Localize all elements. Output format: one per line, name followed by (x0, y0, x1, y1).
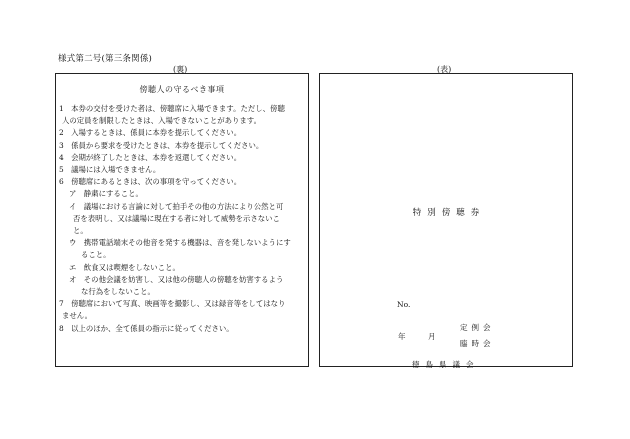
rule-subitem-i-continued: 否を表明し、又は議場に現在する者に対して威勢を示さないこ (73, 213, 280, 223)
rule-subitem-u-continued: ること。 (81, 250, 111, 260)
rule-item-1: 1 本券の交付を受けた者は、傍聴席に入場できます。ただし、傍聴 (59, 104, 285, 113)
rule-subitem-e: エ 飲食又は喫煙をしないこと。 (69, 262, 180, 272)
ticket-year-label: 年 (398, 332, 406, 341)
form-number-label: 様式第二号(第三条関係) (58, 54, 153, 64)
rule-subitem-i-continued: と。 (73, 226, 88, 236)
extraordinary-session-label: 臨時会 (460, 339, 495, 348)
ticket-title: 特別傍聴券 (412, 208, 486, 218)
ticket-number-label: No. (397, 300, 411, 309)
rules-title: 傍聴人の守るべき事項 (139, 85, 225, 94)
rules-panel (55, 73, 309, 367)
rule-subitem-o-continued: な行為をしないこと。 (81, 287, 155, 297)
rule-item-1-continued: 人の定員を制限したときは、入場できないことがあります。 (62, 116, 261, 126)
rule-item-3: 3 係員から要求を受けたときは、本券を提示してください。 (59, 140, 264, 150)
rule-item-7-continued: ません。 (62, 311, 93, 321)
rule-item-8: 8 以上のほか、全て係員の指示に従ってください。 (59, 323, 234, 333)
back-side-label: (裏) (173, 65, 188, 74)
rules-list (59, 103, 307, 335)
rule-item-4: 4 会期が終了したときは、本券を返還してください。 (59, 152, 242, 162)
rule-subitem-o: オ その他会議を妨害し、又は他の傍聴人の傍聴を妨害するよう (69, 274, 284, 284)
regular-session-label: 定例会 (460, 323, 495, 332)
rule-item-7: 7 傍聴席において写真、映画等を撮影し、又は録音等をしてはなり (59, 299, 286, 309)
ticket-month-label: 月 (428, 332, 436, 341)
rule-subitem-i: イ 議場における言論に対して拍手その他の方法により公然と可 (69, 201, 284, 211)
issuer-label: 徳島県議会 (412, 360, 480, 369)
ticket-panel (319, 73, 573, 367)
rule-item-2: 2 入場するときは、係員に本券を提示してください。 (59, 128, 242, 138)
front-side-label: (表) (437, 65, 452, 74)
rule-subitem-a: ア 静粛にすること。 (69, 189, 143, 199)
rule-item-5: 5 議場には入場できません。 (59, 165, 161, 175)
rule-subitem-u: ウ 携帯電話端末その他音を発する機器は、音を発しないようにす (69, 238, 291, 248)
rule-item-6: 6 傍聴席にあるときは、次の事項を守ってください。 (59, 177, 242, 187)
